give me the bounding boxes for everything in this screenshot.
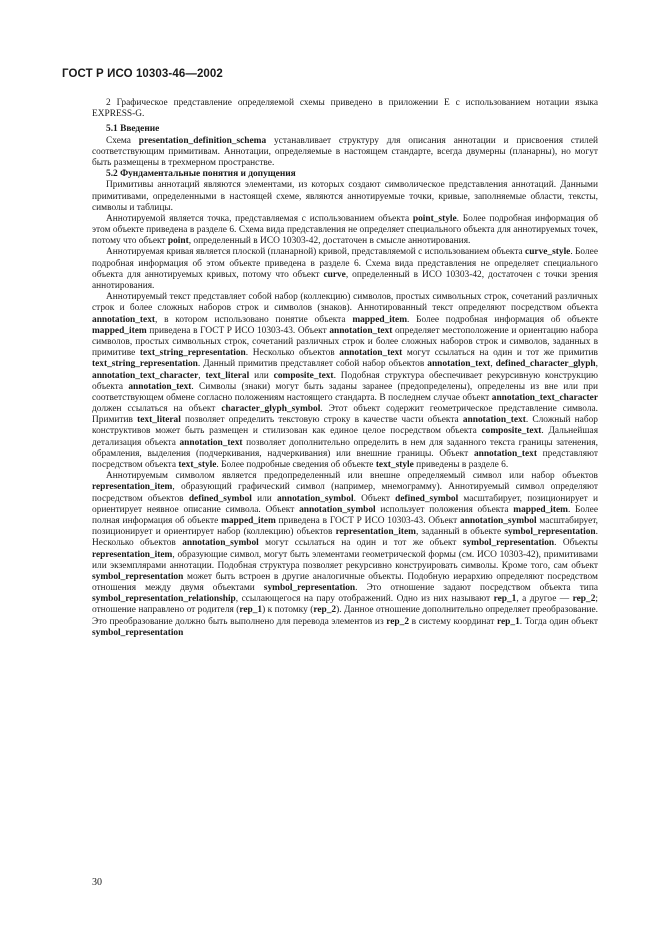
entity-name: annotation_text [473,448,537,459]
entity-name: rep_2 [572,594,596,605]
entity-name: defined_symbol [188,493,252,504]
entity-name: text_style [375,460,414,470]
entity-name: annotation_text [179,437,243,448]
entity-name: annotation_text_character [491,392,598,403]
section-5-2 [92,169,598,639]
entity-name: symbol_representation [462,538,555,549]
entity-name: annotation_text_character [92,370,199,381]
entity-name: annotation_text [128,381,192,392]
entity-name: symbol_representation [92,571,184,582]
entity-name: rep_1 [493,594,517,605]
section-5-2-paragraph-4: Аннотируемый текст представляет собой набор (коллекцию) символов, простых символьных строк, сочетаний различных строк и более сложных наборов строк и символов (знаков). Аннотированный текст определяют посредством объекта annotation_text, в котором использовано понятие объекта mapped_item. Более подробная информация об объекте mapped_item приведена в ГОСТ Р ИСО 10303-43. Объект annotation_text определяет местоположение и ориентацию набора символов, простых символьных строк, сочетаний различных строк и более сложных наборов строк и символов, заданных в примитиве text_string_representation. Несколько объектов annotation_text могут ссылаться на один и тот же примитив text_string_representation. Данный примитив представляет собой набор объектов annotation_text, defined_character_glyph, annotation_text_character, text_literal или composite_text. Подобная структура обеспечивает рекурсивную конструкцию объекта annotation_text. Символы (знаки) могут быть заданы заранее (предопределены), определены из вне или при соответствующем обмене согласно положениям настоящего стандарта. В последнем случае объект annotation_text_character должен ссылаться на объект character_glyph_symbol. Этот объект содержит геометрическое представление символа. Примитив text_literal позволяет определить текстовую строку в качестве части объекта annotation_text. Сложный набор конструктивов может быть размещен и стилизован как единое целое посредством объекта composite_text. Дальнейшая детализация объекта annotation_text позволяет дополнительно определить в нем для заданного текста границы затенения, обрамления, выделения (подчеркивания, надчеркивания) или внешние границы. Объект annotation_text представляют посредством объекта text_style. Более подробные сведения об объекте text_style приведены в разделе 6. [92,292,599,470]
entity-name: text_style [178,460,217,470]
section-5-1-paragraph: Схема presentation_definition_schema устанавливает структуру для описания аннотации и присвоения стилей соответствующим примитивам. Аннотации, определяемые в настоящем стандарте, всегда двумерны (планарны), но могут быть размещены в трехмерном пространстве. [92,135,598,168]
entity-name: text_literal [205,370,250,381]
entity-name: annotation_text [339,348,403,359]
standard-header: ГОСТ Р ИСО 10303-46—2002 [62,68,223,80]
entity-name: annotation_text [92,314,156,325]
entity-name: character_glyph_symbol [221,404,321,415]
section-5-2-title: 5.2 Фундаментальные понятия и допущения [106,169,296,180]
entity-name: mapped_item [92,325,147,336]
entity-name: annotation_text [329,325,393,336]
entity-name: defined_symbol [395,493,459,504]
entity-name: point_style [412,213,457,224]
section-5-1 [92,124,598,169]
entity-name: annotation_symbol [460,515,537,526]
entity-name: annotation_text [462,415,526,426]
entity-name: representation_item [92,482,173,493]
entity-name: symbol_representation_relationship [92,594,236,605]
entity-name: annotation_symbol [299,504,376,515]
entity-name: annotation_symbol [182,538,259,549]
note-block [92,98,598,120]
section-5-2-paragraph-5: Аннотируемым символом является предопределенный или внешне определяемый символ или набор объектов representation_item, образующий графический символ (например, мнемограмму). Аннотируемый символ определяют посредством объектов defined_symbol или annotation_symbol. Объект defined_symbol масштабирует, позиционирует и ориентирует неявное описание символа. Объект annotation_symbol использует положения объекта mapped_item. Более полная информация об объекте mapped_item приведена в ГОСТ Р ИСО 10303-43. Объект annotation_symbol масштабирует, позиционирует и ориентирует набор (коллекцию) объектов representation_item, заданный в объекте symbol_representation. Несколько объектов annotation_symbol могут ссылаться на один и тот же объект symbol_representation. Объекты representation_item, образующие символ, могут быть элементами геометрической формы (см. ИСО 10303-42), примитивами или экземплярами аннотации. Подобная структура позволяет рекурсивно конструировать символы. Кроме того, сам объект symbol_representation может быть встроен в другие аналогичные объекты. Подобную иерархию определяют посредством отношения между двумя объектами symbol_representation. Это отношение задают посредством объекта типа symbol_representation_relationship, ссылающегося на пару отображений. Одно из них называют rep_1, а другое — rep_2; отношение направлено от родителя (rep_1) к потомку (rep_2). Данное отношение дополнительно определяет преобразование. Это преобразование должно быть выполнено для перевода элементов из rep_2 в систему координат rep_1. Тогда один объект symbol_representation [92,471,599,638]
entity-name: mapped_item [221,515,276,526]
entity-name: composite_text [273,370,334,381]
entity-name: text_literal [137,415,181,426]
note-text: 2 Графическое представление определяемой схемы приведено в приложении E с использованием нотации языка EXPRESS-G. [92,98,598,120]
entity-name: representation_item [335,527,416,538]
entity-name: composite_text [481,426,542,437]
page-number: 30 [92,877,102,888]
section-5-2-paragraph-3: Аннотируемая кривая является плоской (планарной) кривой, представляемой с использованием объекта curve_style. Более подробная информация об этом объекте приведена в разделе 6. Схема вида представления не определяет специального объекта для аннотируемых кривых, потому что объект curve, определенный в ИСО 10303-42, достаточен с точки зрения аннотирования. [92,247,598,291]
entity-name: rep_2 [313,605,337,616]
entity-name: mapped_item [513,504,568,515]
entity-name: mapped_item [352,314,407,325]
entity-name: annotation_text [427,359,491,370]
entity-name: rep_1 [239,605,263,616]
entity-name: presentation_definition_schema [138,135,267,146]
entity-name: annotation_symbol [276,493,354,504]
section-5-2-paragraph-2: Аннотируемой является точка, представляемая с использованием объекта point_style. Более подробная информация об этом объекте приведена в разделе 6. Схема вида представления не определяет специального объекта для аннотируемых точек, потому что объект point, определенный в ИСО 10303-42, достаточен в смысле аннотирования. [92,213,598,247]
entity-name: symbol_representation [92,627,184,638]
entity-name: curve_style [525,247,571,258]
entity-name: defined_character_glyph [495,359,596,370]
section-5-1-title: 5.1 Введение [106,124,160,135]
entity-name: symbol_representation [263,583,356,594]
section-5-2-paragraph-1: Примитивы аннотаций являются элементами, из которых создают символическое представления аннотаций. Данными примитивами, определенными в настоящей схеме, являются аннотируемые точки, кривые, заполняемые области, тексты, символы и таблицы. [92,180,598,213]
entity-name: point [167,236,189,247]
document-body [92,98,598,639]
entity-name: rep_1 [497,616,520,627]
entity-name: curve [323,269,346,280]
entity-name: rep_2 [386,616,410,627]
entity-name: symbol_representation [504,527,596,538]
entity-name: text_string_representation [139,348,246,359]
entity-name: text_string_representation [92,359,198,370]
entity-name: representation_item [92,549,173,560]
